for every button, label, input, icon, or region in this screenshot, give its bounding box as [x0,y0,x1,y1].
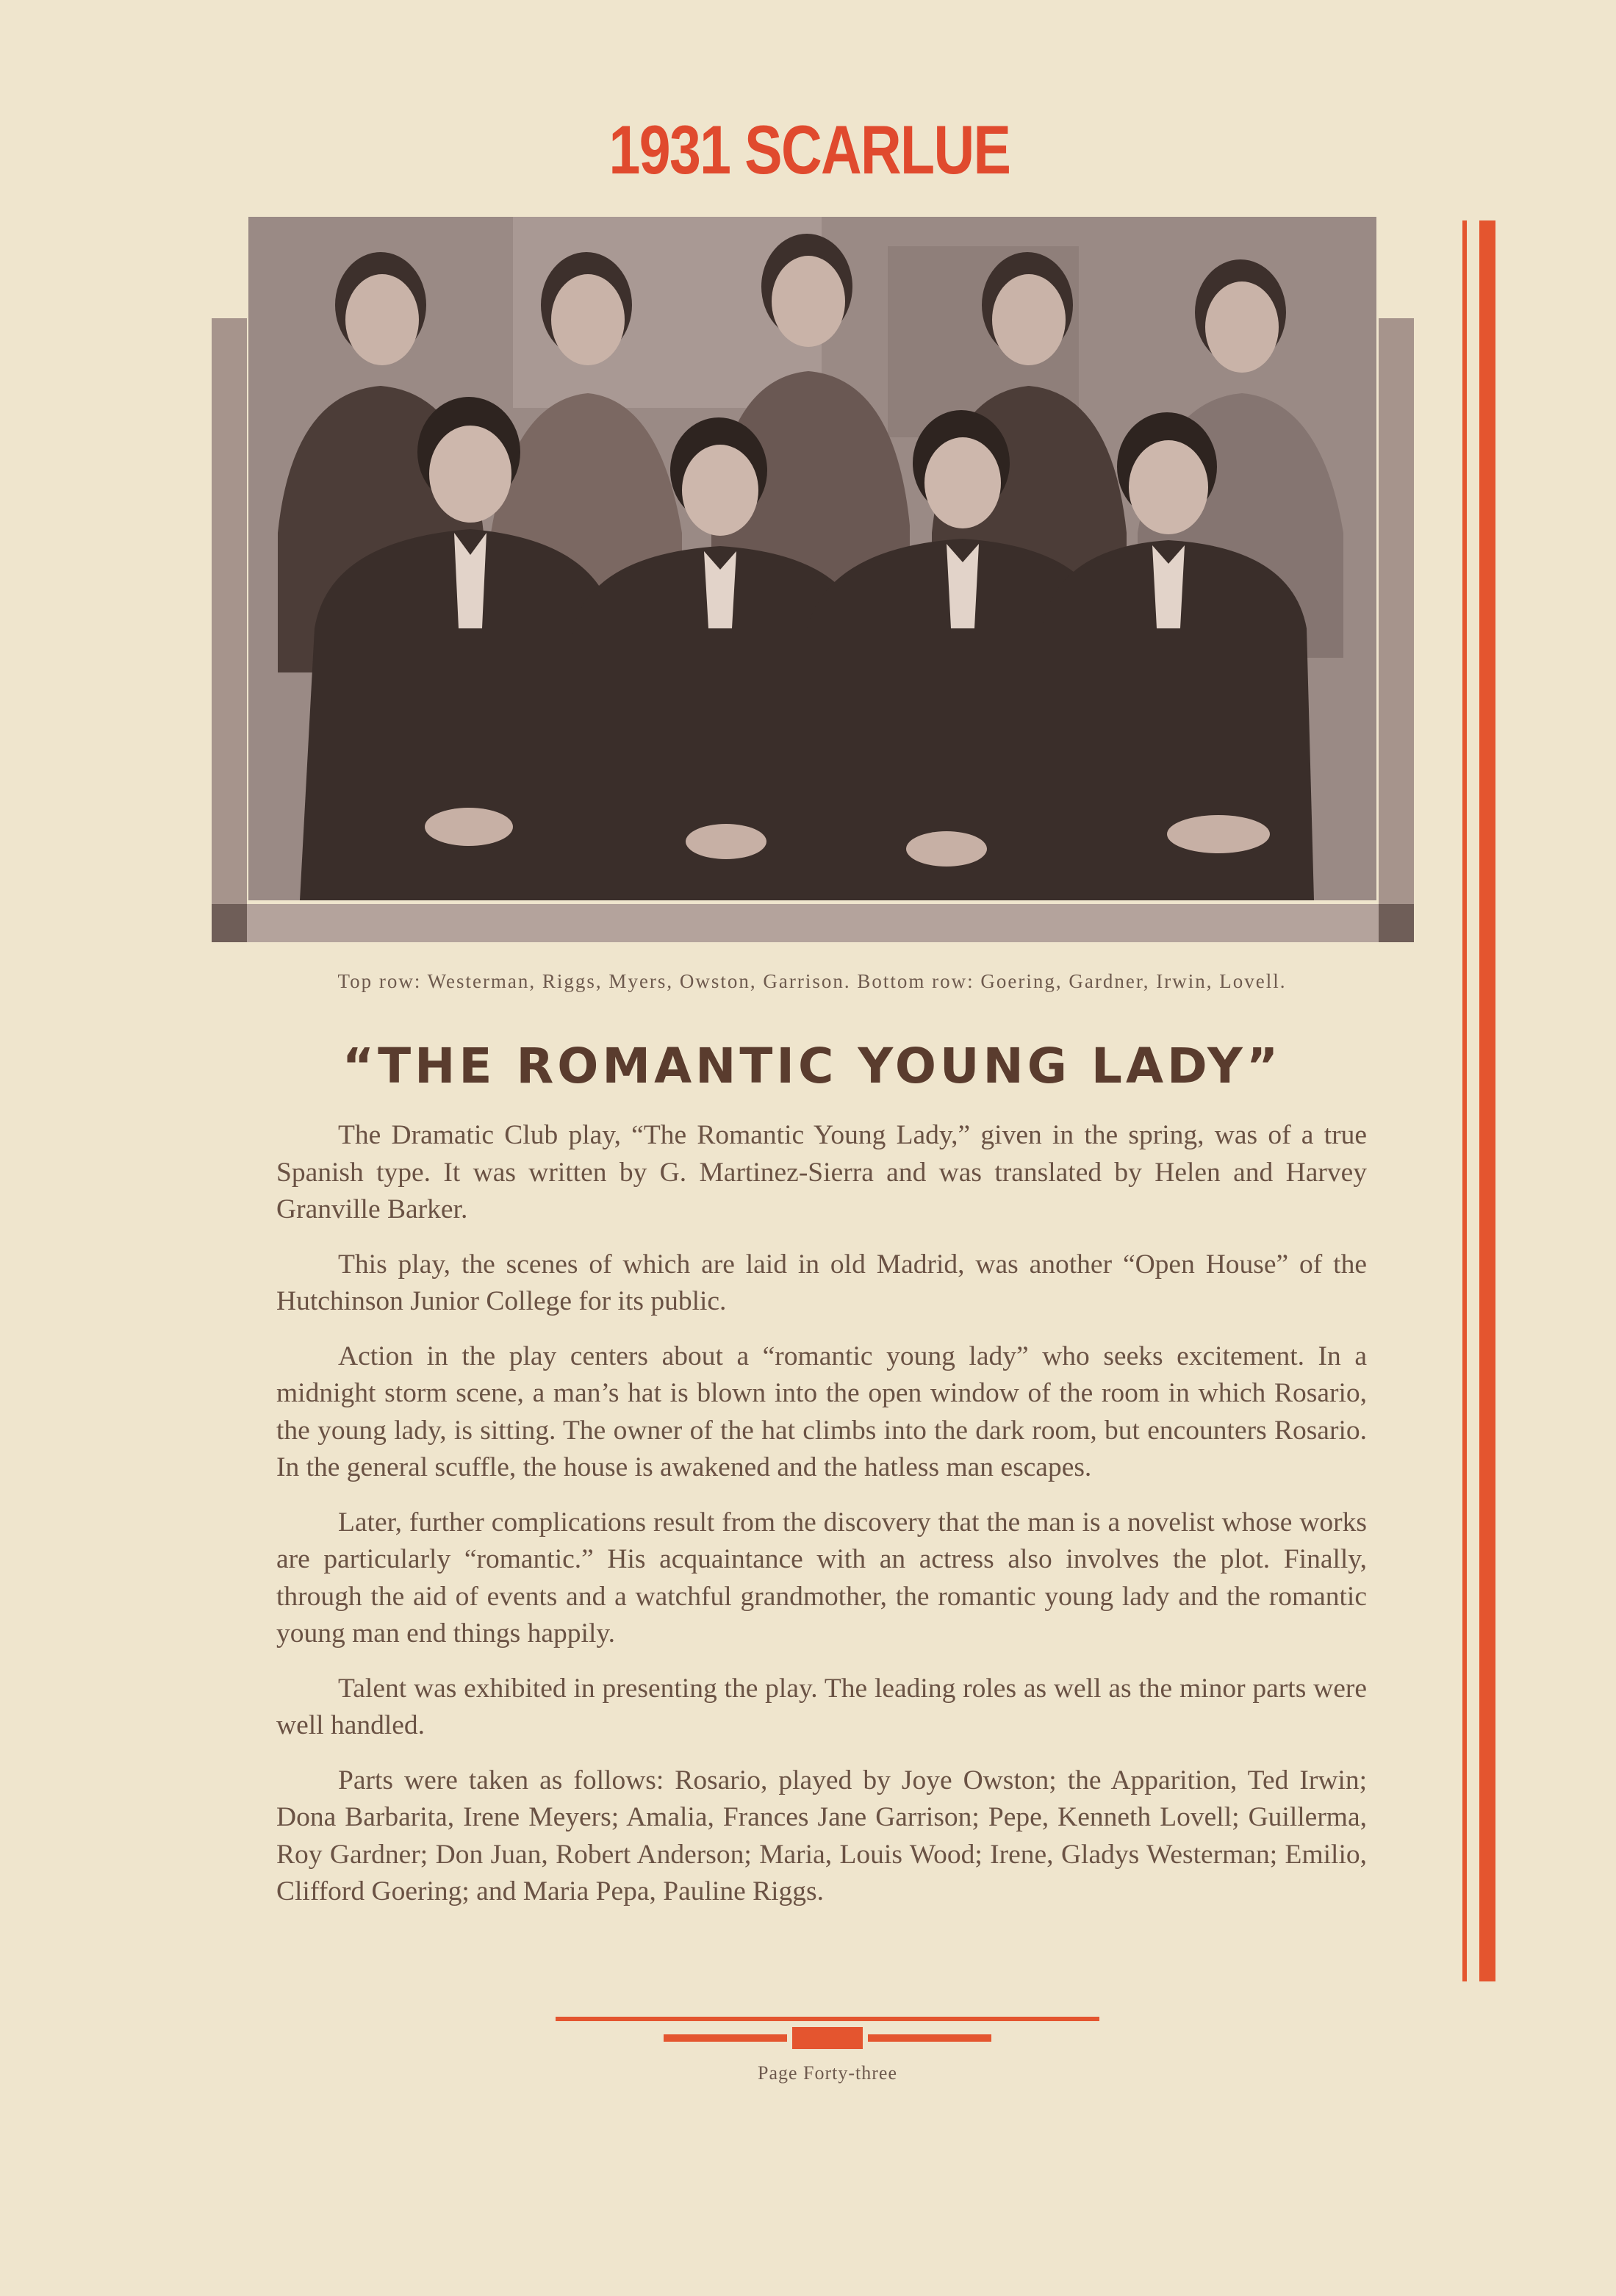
footer-ornament-left [664,2034,787,2042]
margin-rule-thick [1479,220,1495,1981]
article-paragraph: This play, the scenes of which are laid in old Madrid, was another “Open House” of the Hutchinson Junior College for its public. [276,1249,1367,1316]
yearbook-title: 1931 SCARLUE [608,111,1010,188]
footer-rule [556,2017,1099,2021]
footer-ornament-right [868,2034,991,2042]
article-paragraph: Parts were taken as follows: Rosario, played by Joye Owston; the Apparition, Ted Irwin; Dona Barbarita, Irene Meyers; Amalia, Frances Jane Garrison; Pepe, Kenneth Lovell; Guillerma, Roy Gardner; Don Juan, Robert Anderson; Maria, Louis Wood; Irene, Gladys Westerman; Emilio, Clifford Goering; and Maria Pepa, Pauline Riggs. [276,1765,1367,1906]
article-paragraph: The Dramatic Club play, “The Romantic Young Lady,” given in the spring, was of a true Spanish type. It was written by G. Martinez-Sierra and was translated by Helen and Harvey Granville Barker. [276,1120,1367,1224]
photo-frame-left [212,318,247,939]
article-paragraph: Talent was exhibited in presenting the play. The leading roles as well as the minor parts were well handled. [276,1673,1367,1740]
article-paragraph: Later, further complications result from the discovery that the man is a novelist whose works are particularly “romantic.” His acquaintance with an actress also involves the plot. Finally, through the aid of events and a watchful grandmother, the romantic young lady and the romantic young man end things happily. [276,1507,1367,1649]
article-headline: “THE ROMANTIC YOUNG LADY” [342,1038,1282,1094]
footer-ornament-center [792,2027,863,2049]
article-paragraph: Action in the play centers about a “romantic young lady” who seeks excitement. In a midnight storm scene, a man’s hat is blown into the open window of the room in which Rosario, the young lady, is sitting. The owner of the hat climbs into the dark room, but encounters Rosario. In the general scuffle, the house is awakened and the hatless man escapes. [276,1341,1367,1482]
group-photo [248,217,1376,900]
article-body [276,1117,1367,1929]
photo-caption: Top row: Westerman, Riggs, Myers, Owston, Garrison. Bottom row: Goering, Gardner, Irwin, Lovell. [337,970,1287,992]
page-number: Page Forty-three [757,2062,897,2084]
photo-frame-bottom [212,904,1414,942]
photo-frame-right [1379,318,1414,939]
margin-rule-thin [1462,220,1467,1981]
